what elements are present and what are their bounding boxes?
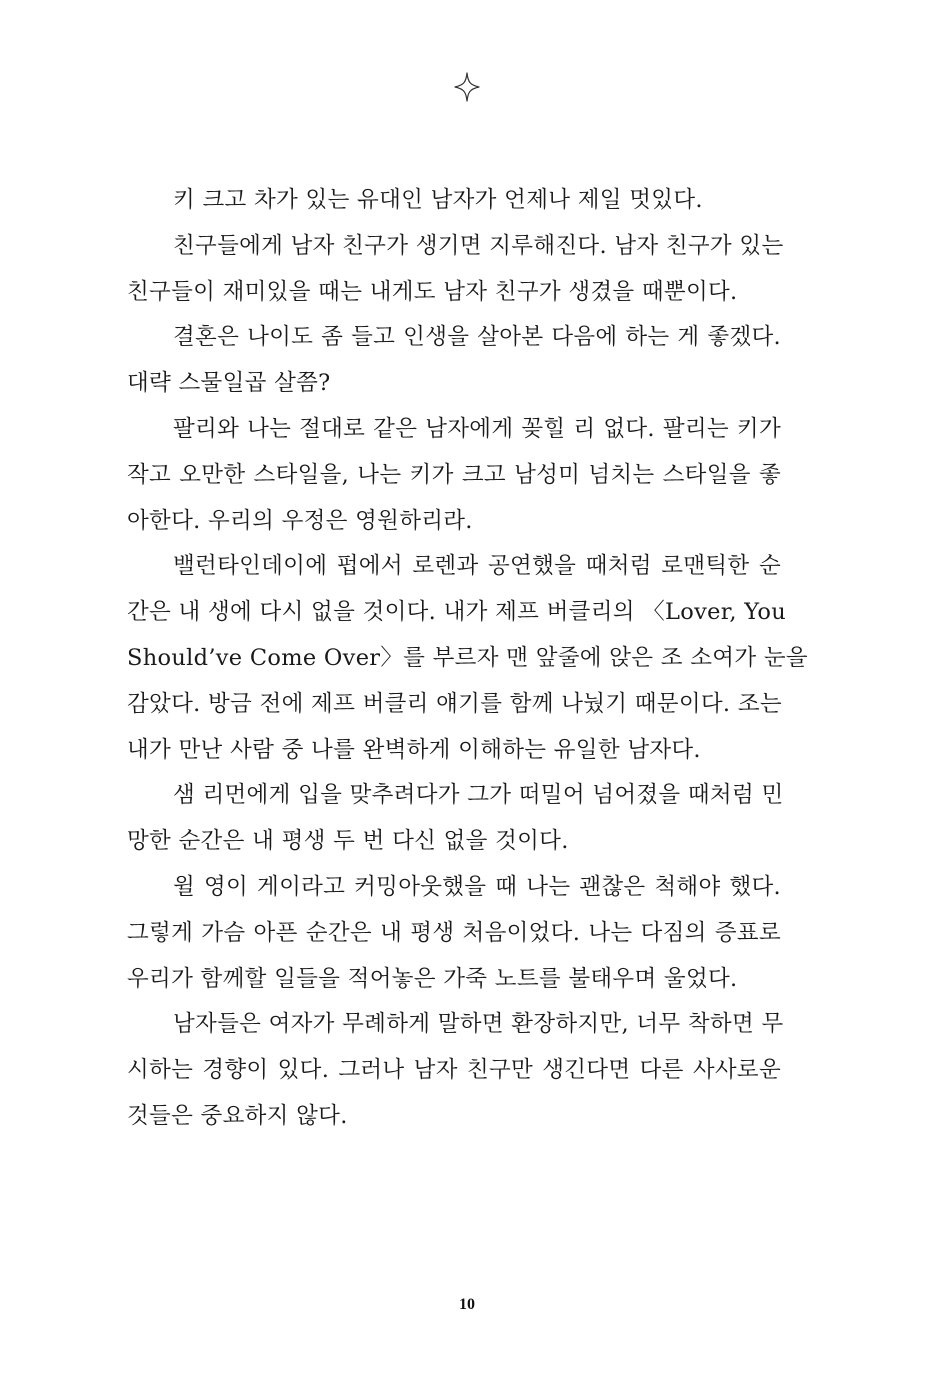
text-line: 그렇게 가슴 아픈 순간은 내 평생 처음이었다. 나는 다짐의 증표로: [127, 919, 781, 946]
text-line: 작고 오만한 스타일을, 나는 키가 크고 남성미 넘치는 스타일을 좋: [127, 461, 781, 488]
body-text: [127, 178, 808, 1140]
text-line: 남자들은 여자가 무례하게 말하면 환장하지만, 너무 착하면 무: [173, 1011, 784, 1038]
page-number: 10: [459, 1296, 475, 1313]
text-line: Should’ve Come Over〉를 부르자 맨 앞줄에 앉은 조 소여가 눈을: [127, 644, 808, 671]
text-line: 결혼은 나이도 좀 들고 인생을 살아본 다음에 하는 게 좋겠다.: [173, 324, 781, 351]
text-line: 시하는 경향이 있다. 그러나 남자 친구만 생긴다면 다른 사사로운: [127, 1057, 781, 1084]
text-line: 샘 리먼에게 입을 맞추려다가 그가 떠밀어 넘어졌을 때처럼 민: [173, 782, 784, 809]
text-line: 감았다. 방금 전에 제프 버클리 얘기를 함께 나눴기 때문이다. 조는: [127, 690, 782, 717]
paragraph-2: [127, 224, 784, 316]
paragraph-8: [127, 1002, 784, 1139]
sparkle-icon: [454, 72, 480, 102]
text-line: 우리가 함께할 일들을 적어놓은 가죽 노트를 불태우며 울었다.: [127, 965, 738, 992]
paragraph-6: [127, 773, 784, 865]
text-line: 밸런타인데이에 펍에서 로렌과 공연했을 때처럼 로맨틱한 순: [173, 553, 781, 580]
text-line: 팔리와 나는 절대로 같은 남자에게 꽂힐 리 없다. 팔리는 키가: [173, 415, 781, 442]
text-line: 간은 내 생에 다시 없을 것이다. 내가 제프 버클리의 〈Lover, You: [127, 599, 787, 626]
text-line: 내가 만난 사람 중 나를 완벽하게 이해하는 유일한 남자다.: [127, 736, 701, 763]
paragraph-4: [127, 407, 781, 544]
paragraph-7: [127, 865, 781, 1002]
text-line: 망한 순간은 내 평생 두 번 다신 없을 것이다.: [127, 828, 569, 855]
text-line: 아한다. 우리의 우정은 영원하리라.: [127, 507, 473, 534]
text-line: 친구들에게 남자 친구가 생기면 지루해진다. 남자 친구가 있는: [173, 232, 784, 259]
text-line: 대략 스물일곱 살쯤?: [127, 370, 331, 397]
paragraph-1: [127, 178, 781, 224]
sparkle-ornament: [0, 72, 934, 106]
text-line: 것들은 중요하지 않다.: [127, 1102, 348, 1129]
text-line: 친구들이 재미있을 때는 내게도 남자 친구가 생겼을 때뿐이다.: [127, 278, 738, 305]
text-line: 윌 영이 게이라고 커밍아웃했을 때 나는 괜찮은 척해야 했다.: [173, 873, 781, 900]
text-line: 키 크고 차가 있는 유대인 남자가 언제나 제일 멋있다.: [173, 187, 703, 213]
paragraph-3: [127, 315, 781, 407]
paragraph-5: [127, 544, 808, 773]
